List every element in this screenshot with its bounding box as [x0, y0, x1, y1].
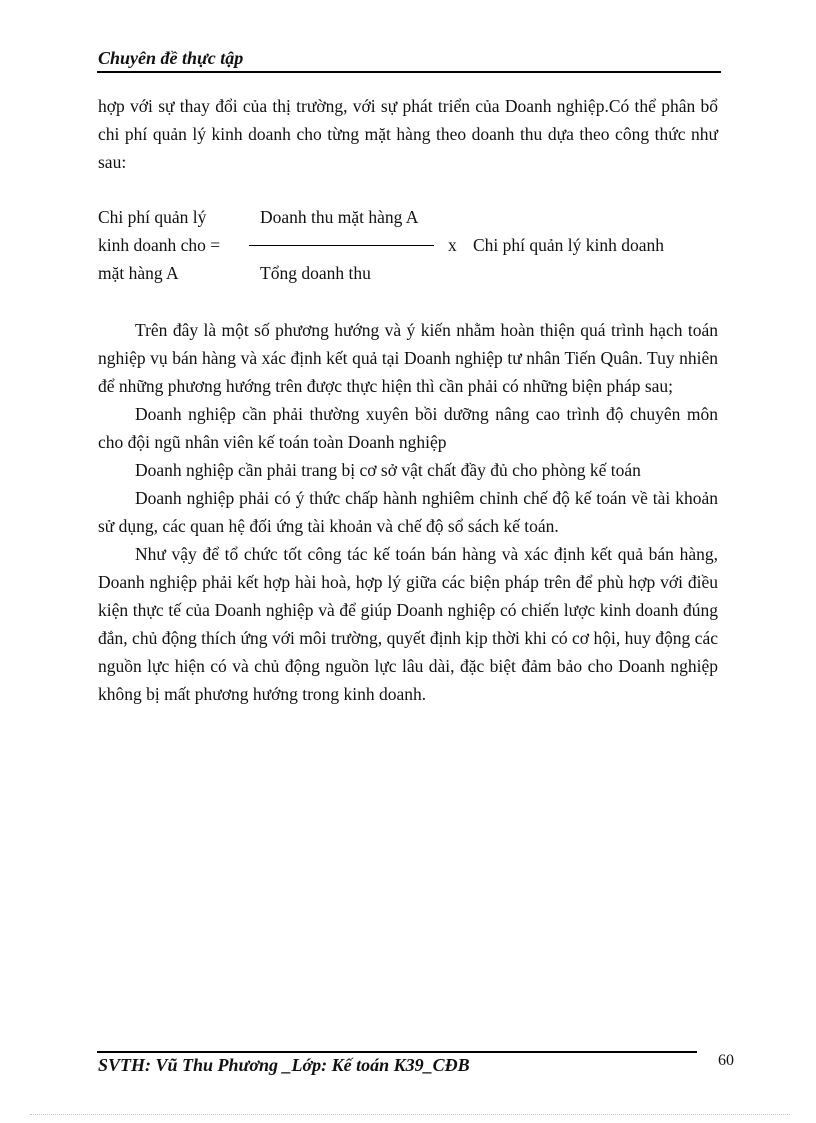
intro-block [98, 92, 718, 176]
paragraph-summary: Như vậy để tổ chức tốt công tác kế toán bán hàng và xác định kết quả bán hàng, Doanh nghiệp phải kết hợp hài hoà, hợp lý giữa các biện pháp trên để phù hợp với điều kiện thực tế của Doanh nghiệp và để giúp Doanh nghiệp có chiến lược kinh doanh đúng đắn, chủ động thích ứng với môi trường, quyết định kịp thời khi có cơ hội, huy động các nguồn lực hiện có và chủ động nguồn lực lâu dài, đặc biệt đảm bảo cho Doanh nghiệp không bị mất phương hướng trong kinh doanh. [98, 544, 718, 704]
fraction-bar [249, 245, 434, 246]
formula-left-side [98, 203, 220, 287]
page-number: 60 [718, 1052, 734, 1069]
formula-denominator: Tổng doanh thu [260, 263, 371, 283]
page-bottom-dotted-line [30, 1114, 790, 1115]
paragraph-measure-training: Doanh nghiệp cần phải thường xuyên bồi dưỡng nâng cao trình độ chuyên môn cho đội ngũ nhân viên kế toán toàn Doanh nghiệp [98, 404, 718, 452]
formula-multiply-sign: x [448, 235, 457, 255]
paragraph-measure-compliance: Doanh nghiệp phải có ý thức chấp hành nghiêm chỉnh chế độ kế toán về tài khoản sử dụng, các quan hệ đối ứng tài khoản và chế độ sổ sách kế toán. [98, 488, 718, 536]
header-title: Chuyên đề thực tập [98, 48, 244, 68]
footer-author-class: SVTH: Vũ Thu Phương _Lớp: Kế toán K39_CĐB [98, 1055, 470, 1075]
formula-numerator: Doanh thu mặt hàng A [260, 207, 419, 227]
footer-rule [97, 1051, 697, 1053]
formula-left-line-3: mặt hàng A [98, 263, 179, 283]
paragraph-conclusion-intro: Trên đây là một số phương hướng và ý kiến nhằm hoàn thiện quá trình hạch toán nghiệp vụ bán hàng và xác định kết quả tại Doanh nghiệp tư nhân Tiến Quân. Tuy nhiên để những phương hướng trên được thực hiện thì cần phải có những biện pháp sau; [98, 320, 718, 396]
formula-left-line-1: Chi phí quản lý [98, 207, 207, 227]
formula-right-term: Chi phí quản lý kinh doanh [473, 235, 665, 255]
header-rule [97, 71, 721, 73]
formula-left-line-2: kinh doanh cho = [98, 235, 221, 255]
body-paragraphs [98, 316, 718, 708]
intro-paragraph: hợp với sự thay đổi của thị trường, với sự phát triển của Doanh nghiệp.Có thể phân bổ chi phí quản lý kinh doanh cho từng mặt hàng theo doanh thu dựa theo công thức như sau: [98, 96, 718, 172]
allocation-formula [98, 203, 718, 293]
paragraph-measure-equipment: Doanh nghiệp cần phải trang bị cơ sở vật chất đầy đủ cho phòng kế toán [135, 460, 641, 480]
